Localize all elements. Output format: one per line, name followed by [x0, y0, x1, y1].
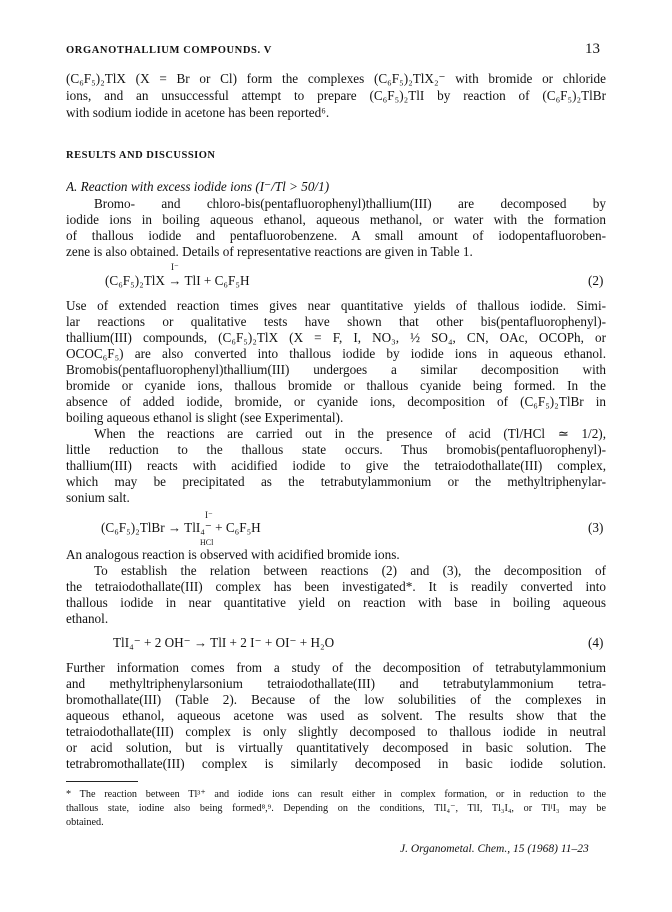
text-line: zene is also obtained. Details of representative reactions are given in Table 1. [66, 244, 473, 259]
text-line: An analogous reaction is observed with acidified bromide ions. [66, 547, 400, 562]
text-line: little reduction to the thallous state occurs. Thus bromobis(pentafluorophenyl)- [66, 442, 606, 457]
text-line: thallous iodide in near quantitative yield on reaction with base in boiling aqueous [66, 595, 606, 610]
text-line: absence of added iodide, bromide, or cyanide ions, decomposition of (C₆F₅)₂TlBr in [66, 394, 606, 409]
text-line: Further information comes from a study of the decomposition of tetrabutylammonium [66, 660, 606, 675]
text-line: Bromo- and chloro-bis(pentafluorophenyl)thallium(III) are decomposed by [94, 196, 606, 211]
text-line: ethanol. [66, 611, 109, 626]
page-number: 13 [585, 41, 600, 57]
text-line: of thallous iodide and pentafluorobenzene. A small amount of iodopentafluoroben- [66, 228, 606, 243]
equation-number: (4) [588, 635, 604, 650]
text-line: thallium(III) compounds, (C₆F₅)₂TlX (X = F, I, NO₃, ½ SO₄, CN, OAc, OCOPh, or [66, 330, 606, 345]
footnote-line: * The reaction between Tl³⁺ and iodide ions can result either in complex formation, or in reduction to the [66, 789, 606, 800]
equation-condition: HCl [200, 538, 214, 547]
text-line: or acid solution, but is virtually quantitatively decomposed in basic solution. The [66, 740, 606, 755]
section-heading: RESULTS AND DISCUSSION [66, 150, 216, 161]
text-line: bromide or cyanide ions, thallous bromide or thallous cyanide being formed. In the [66, 378, 606, 393]
text-line: boiling aqueous ethanol is slight (see Experimental). [66, 410, 344, 425]
text-line: When the reactions are carried out in the presence of acid (Tl/HCl ≃ 1/2), [94, 426, 606, 441]
equation-reagent: I⁻ [171, 262, 179, 272]
text-line: aqueous ethanol, aqueous acetone was used as solvent. The results show that the [66, 708, 606, 723]
footnote-rule [66, 781, 138, 782]
subsection-heading: A. Reaction with excess iodide ions (I⁻/Tl > 50/1) [66, 179, 330, 194]
journal-reference: J. Organometal. Chem., 15 (1968) 11–23 [400, 843, 589, 855]
text-line: iodide ions in boiling aqueous ethanol, aqueous methanol, or water with the formation [66, 212, 606, 227]
equation-2: (C₆F₅)₂TlX → TlI + C₆F₅H [105, 273, 250, 288]
text-line: tetrabromothallate(III) complex is similarly decomposed in basic iodide solution. [66, 756, 606, 771]
text-line: ions, and an unsuccessful attempt to prepare (C₆F₅)₂TlI by reaction of (C₆F₅)₂TlBr [66, 88, 606, 103]
text-line: sonium salt. [66, 490, 130, 505]
text-line: bromothallate(III) (Table 2). Because of the low solubilities of the complexes in [66, 692, 606, 707]
text-line: OCOC₆F₅) are also converted into thallous iodide by iodide ions in aqueous ethanol. [66, 346, 606, 361]
running-title: ORGANOTHALLIUM COMPOUNDS. V [66, 45, 272, 56]
text-line: Use of extended reaction times gives near quantitative yields of thallous iodide. Simi- [66, 298, 606, 313]
equation-number: (2) [588, 273, 604, 288]
equation-3: (C₆F₅)₂TlBr → TlI₄⁻ + C₆F₅H [101, 520, 261, 535]
equation-number: (3) [588, 520, 604, 535]
text-line: which may be precipitated as the tetrabutylammonium or the methyltriphenylar- [66, 474, 606, 489]
equation-reagent: I⁻ [205, 510, 213, 520]
text-line: tetraiodothallate(III) complex is only slightly decomposed to thallous iodide in neutral [66, 724, 606, 739]
footnote-line: thallous state, iodine also being formed⁸,⁹. Depending on the conditions, TlI₄⁻, TlI, Tl₃I₄, or TlᴵI₃ may be [66, 803, 606, 814]
text-line: Bromobis(pentafluorophenyl)thallium(III) undergoes a similar decomposition with [66, 362, 606, 377]
text-line: and methyltriphenylarsonium tetraiodothallate(III) and tetrabutylammonium tetra- [66, 676, 606, 691]
text-line: lar reactions or qualitative tests have shown that other bis(pentafluorophenyl)- [66, 314, 606, 329]
equation-4: TlI₄⁻ + 2 OH⁻ → TlI + 2 I⁻ + OI⁻ + H₂O [113, 635, 335, 650]
text-line: the tetraiodothallate(III) complex has been investigated*. It is readily converted into [66, 579, 606, 594]
footnote-line: obtained. [66, 817, 104, 828]
text-line: (C₆F₅)₂TlX (X = Br or Cl) form the complexes (C₆F₅)₂TlX₂⁻ with bromide or chloride [66, 71, 606, 86]
text-line: To establish the relation between reactions (2) and (3), the decomposition of [94, 563, 606, 578]
text-line: thallium(III) reacts with acidified iodide to give the tetraiodothallate(III) complex, [66, 458, 606, 473]
text-line: with sodium iodide in acetone has been reported⁶. [66, 105, 330, 120]
